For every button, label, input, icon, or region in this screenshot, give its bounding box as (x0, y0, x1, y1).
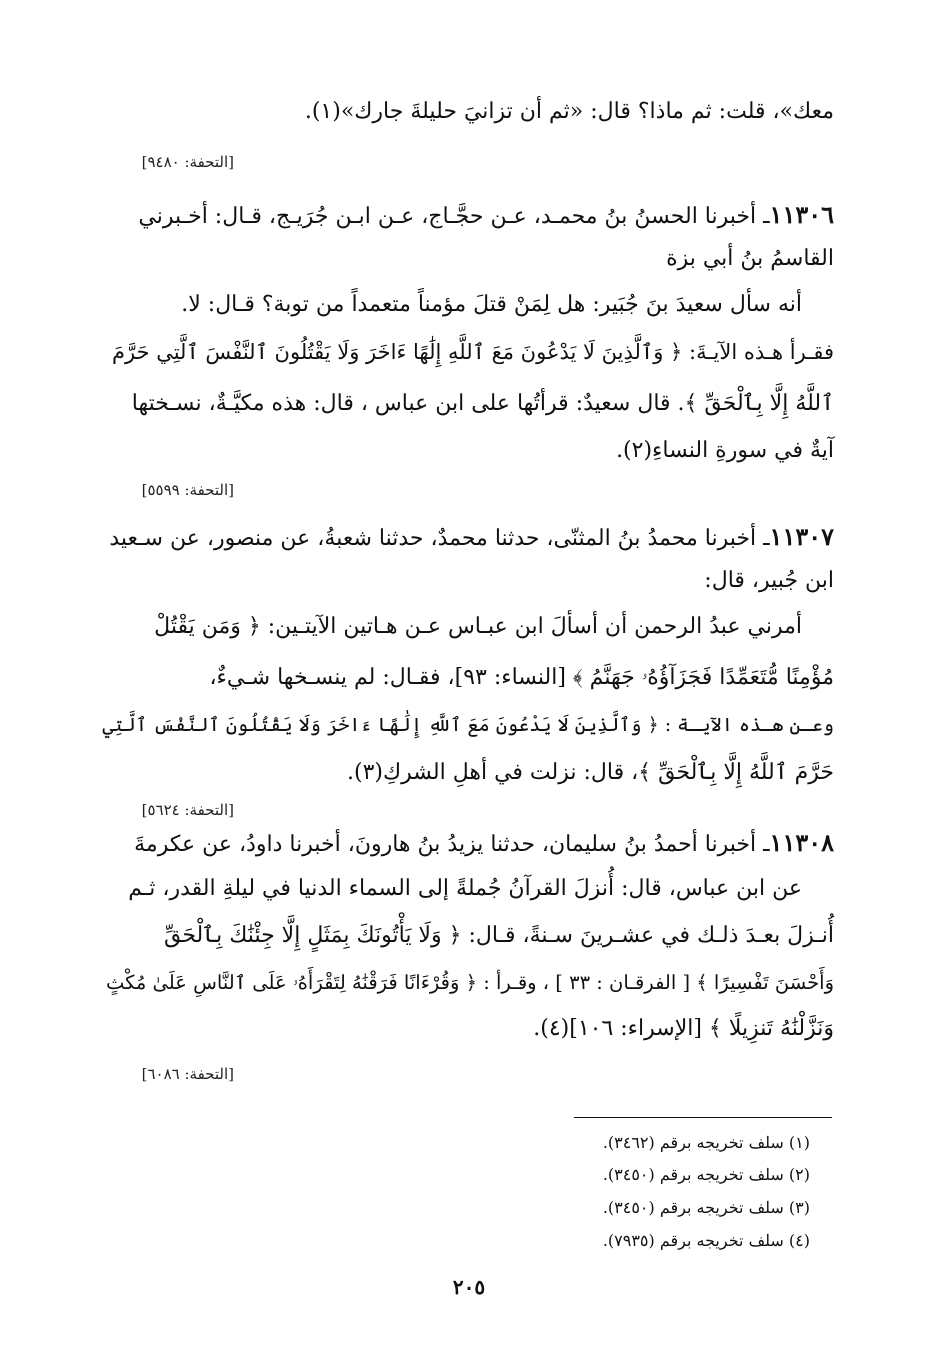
page-number: ٢٠٥ (452, 1275, 486, 1299)
text-line: أمرني عبدُ الرحمن أن أسألَ ابن عبـاس عـن هـاتين الآيتـين: ﴿ وَمَن يَقْتُلْ (154, 614, 802, 639)
text-line: مُؤْمِنًا مُّتَعَمِّدًا فَجَزَآؤُهُۥ جَهَنَّمُ ﴾ [النساء: ٩٣]، فقـال: لم ينسـخها شـيءٌ، (209, 665, 834, 690)
hadith-isnad: ـ أخبرنا محمدُ بنُ المثنّى، حدثنا محمدٌ، حدثنا شعبةُ، عن منصور، عن سـعيد (109, 526, 770, 551)
hadith-header-11308 (100, 828, 834, 860)
footnote: (٣) سلف تخريجه برقم (٣٤٥٠). (602, 1198, 810, 1217)
footnote-divider (574, 1117, 832, 1118)
tuhfa-citation: [التحفة: ٥٦٢٤] (141, 801, 234, 819)
text-line: وَأَحْسَنَ تَفْسِيرًا ﴾ [ الفرقـان : ٣٣ ] ، وقـرأ : ﴿ وَقُرْءَانًا فَرَقْنَٰهُ لِتَقْرَأَهُۥ عَلَى ٱلنَّاسِ عَلَىٰ مُكْثٍ (105, 971, 834, 994)
tuhfa-citation: [التحفة: ٩٤٨٠] (141, 153, 234, 171)
hadith-isnad: ـ أخبرنا الحسنُ بنُ محمـد، عـن حجَّـاج، عـن ابـن جُرَيـج، قـال: أخـبرني (138, 204, 770, 229)
hadith-number: ١١٣٠٧ (769, 522, 834, 551)
tuhfa-citation: [التحفة: ٦٠٨٦] (141, 1065, 234, 1083)
text-line: وَنَزَّلْنَٰهُ تَنزِيلًا ﴾ [الإسراء: ١٠٦](٤). (533, 1016, 834, 1041)
footnote: (٢) سلف تخريجه برقم (٣٤٥٠). (602, 1165, 810, 1184)
text-line: أنه سأل سعيدَ بنَ جُبَير: هل لِمَنْ قتلَ مؤمناً متعمداً من توبة؟ قـال: لا. (181, 292, 802, 317)
text-line: وعـن هـذه الآيـة : ﴿ وَٱلَّذِينَ لَا يَدْعُونَ مَعَ ٱللَّهِ إِلَٰهًا ءَاخَرَ وَلَا يَقْتُلُونَ ٱلنَّفْسَ ٱلَّتِي (102, 714, 834, 736)
text-line: فقـرأ هـذه الآيـةَ: ﴿ وَٱلَّذِينَ لَا يَدْعُونَ مَعَ ٱللَّهِ إِلَٰهًا ءَاخَرَ وَلَا يَقْتُلُونَ ٱلنَّفْسَ ٱلَّتِي حَرَّمَ (111, 340, 834, 364)
text-line: عن ابن عباس، قال: أُنزلَ القرآنُ جُملةً إلى السماء الدنيا في ليلةِ القدر، ثـم (128, 876, 802, 901)
hadith-header-11307 (100, 522, 834, 554)
footnote: (١) سلف تخريجه برقم (٣٤٦٢). (602, 1133, 810, 1152)
text-line: ابن جُبير، قال: (704, 568, 834, 593)
hadith-isnad: ـ أخبرنا أحمدُ بنُ سليمان، حدثنا يزيدُ بنُ هارونَ، أخبرنا داودُ، عن عكرمةَ (134, 832, 770, 857)
text-line: آيةٌ في سورةِ النساءِ(٢). (616, 438, 834, 463)
hadith-header-11306 (100, 200, 834, 232)
footnote: (٤) سلف تخريجه برقم (٧٩٣٥). (602, 1231, 810, 1250)
text-line: القاسمُ بنُ أبي بزة (666, 246, 834, 271)
hadith-number: ١١٣٠٨ (769, 828, 834, 857)
hadith-number: ١١٣٠٦ (769, 200, 834, 229)
text-line: حَرَّمَ ٱللَّهُ إِلَّا بِٱلْحَقِّ ﴾، قال: نزلت في أهلِ الشركِ(٣). (347, 760, 834, 785)
text-line: معك»، قلت: ثم ماذا؟ قال: «ثم أن تزانيَ حليلةَ جارك»(١). (304, 99, 834, 124)
tuhfa-citation: [التحفة: ٥٥٩٩] (141, 481, 234, 499)
text-line: ٱللَّهُ إِلَّا بِٱلْحَقِّ ﴾. قال سعيدٌ: قرأتُها على ابن عباس ، قال: هذه مكيَّـةٌ، نسـختها (131, 391, 834, 416)
text-line: أُنـزلَ بعـدَ ذلـك في عشـرينَ سـنةً، قـال: ﴿ وَلَا يَأْتُونَكَ بِمَثَلٍ إِلَّا جِئْنَٰكَ بِٱلْحَقِّ (164, 923, 834, 948)
